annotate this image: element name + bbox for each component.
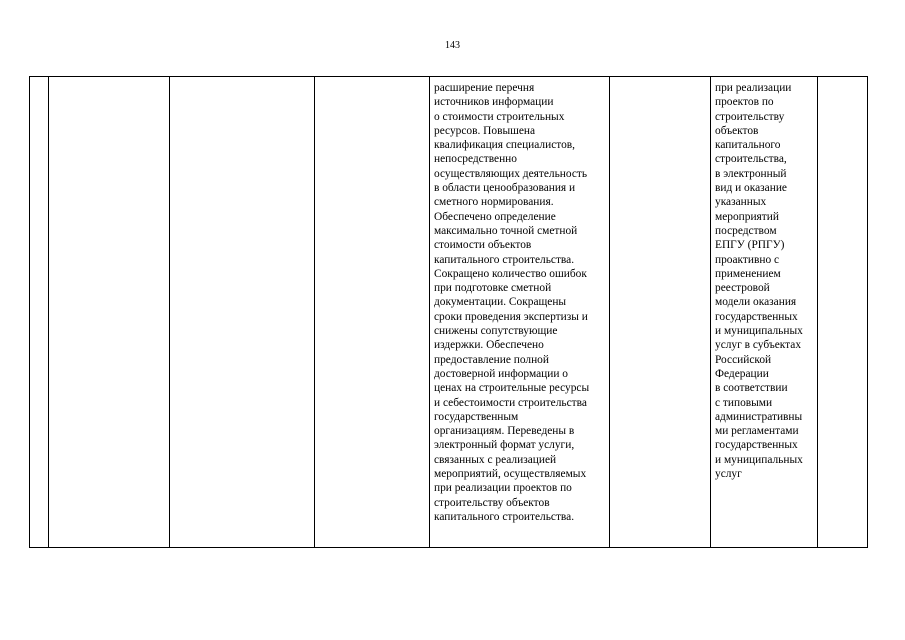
- measures-table: [29, 76, 868, 548]
- results-text: расширение перечня источников информации о стоимости строительных ресурсов. Повышена квалификация специалистов, непосредственно осуществляющих деятельность в области ценообразования и сметного нормирования. Обеспечено определение максимально точной сметной стоимости объектов капитального строительства. Сокращено количество ошибок при подготовке сметной документации. Сокращены сроки проведения экспертизы и снижены сопутствующие издержки. Обеспечено предоставление полной достоверной информации о ценах на строительные ресурсы и себестоимости строительства государственным организациям. Переведены в электронный формат услуги, связанных с реализацией мероприятий, осуществляемых при реализации проектов по строительству объектов капитального строительства.: [434, 82, 590, 523]
- table-cell-results: [430, 77, 610, 548]
- table-cell-services: [711, 77, 818, 548]
- table-cell-measure: [49, 77, 170, 548]
- table-cell-indicator: [610, 77, 711, 548]
- services-text: при реализации проектов по строительству объектов капитального строительства, в электронный вид и оказание указанных мероприятий посредством ЕПГУ (РПГУ) проактивно с применением реестровой модели оказания государственных и муниципальных услуг в субъектах Российской Федерации в соответствии с типовыми административны ми регламентами государственных и муниципальных услуг: [715, 82, 803, 481]
- table-cell-number: [30, 77, 49, 548]
- page-number: 143: [445, 40, 460, 51]
- table-cell-responsible: [170, 77, 315, 548]
- table-cell-deadline: [315, 77, 430, 548]
- table-row: [30, 77, 868, 548]
- table-cell-notes: [818, 77, 868, 548]
